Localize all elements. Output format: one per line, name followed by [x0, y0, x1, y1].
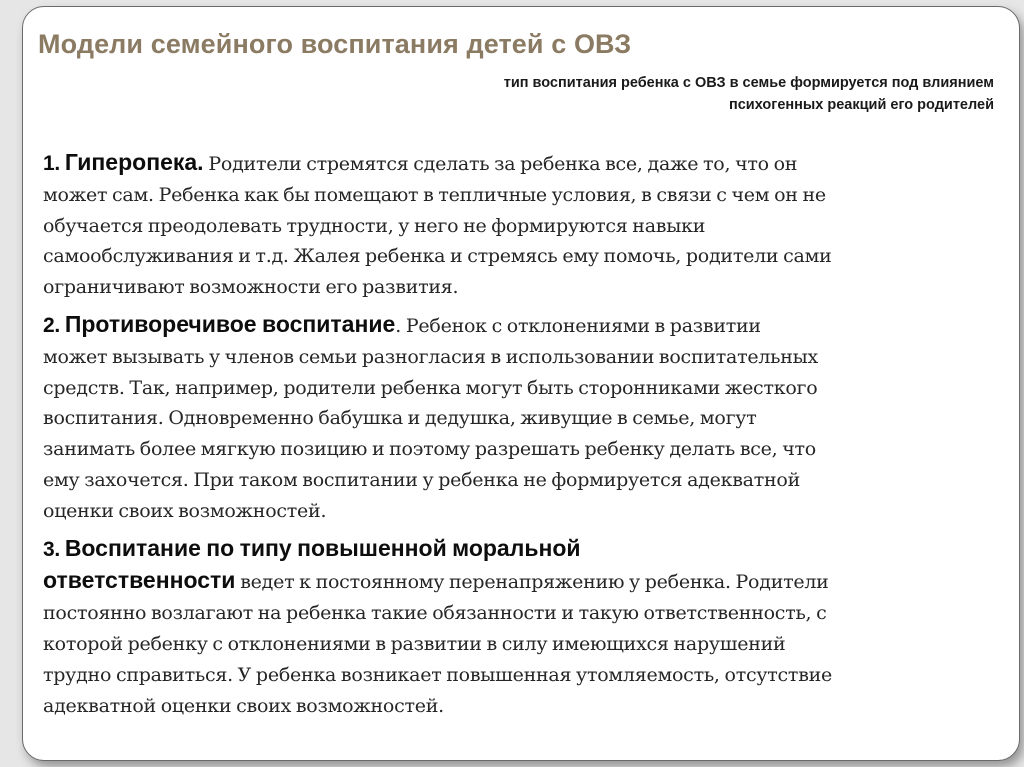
paragraph-line: ограничивают возможности его развития.: [43, 276, 459, 299]
paragraph-line: [43, 309, 998, 342]
item-number: 2.: [43, 313, 61, 337]
slide-title: Модели семейного воспитания детей с ОВЗ: [38, 29, 632, 59]
paragraph-line: оценки своих возможностей.: [43, 499, 327, 522]
paragraph-line: постоянно возлагают на ребенка такие обязанности и такую ответственность, с: [43, 602, 827, 625]
paragraph-line: адекватной оценки своих возможностей.: [43, 694, 444, 717]
paragraph-line: самообслуживания и т.д. Жалея ребенка и стремясь ему помочь, родители сами: [43, 245, 832, 268]
paragraph-text: . Ребенок с отклонениями в развитии: [395, 314, 761, 337]
paragraph-line: может вызывать у членов семьи разногласия в использовании воспитательных: [43, 345, 819, 368]
slide-body: [43, 147, 998, 727]
paragraph-line: средств. Так, например, родители ребенка могут быть сторонниками жесткого: [43, 376, 818, 399]
list-item-contradictory-upbringing: [43, 309, 998, 527]
paragraph-line: трудно справиться. У ребенка возникает повышенная утомляемость, отсутствие: [43, 663, 833, 686]
paragraph-line: может сам. Ребенка как бы помещают в тепличные условия, в связи с чем он не: [43, 183, 826, 206]
item-heading: ответственности: [43, 567, 236, 594]
paragraph-line: которой ребенку с отклонениями в развитии в силу имеющихся нарушений: [43, 632, 786, 655]
paragraph-line: воспитания. Одновременно бабушка и дедушка, живущие в семье, могут: [43, 407, 757, 430]
paragraph-line: обучается преодолевать трудности, у него не формируются навыки: [43, 214, 706, 237]
item-heading: Гиперопека.: [64, 149, 204, 175]
subtitle-line: тип воспитания ребенка с ОВЗ в семье формируется под влиянием: [503, 75, 994, 91]
list-item-moral-responsibility: [43, 533, 998, 722]
paragraph-line: [43, 533, 998, 566]
paragraph-line: [43, 565, 998, 598]
item-heading: Противоречивое воспитание: [64, 310, 396, 337]
paragraph-line: [43, 147, 998, 180]
paragraph-text: ведет к постоянному перенапряжению у ребенка. Родители: [235, 571, 829, 594]
item-heading: Воспитание по типу повышенной моральной: [64, 534, 581, 561]
paragraph-line: занимать более мягкую позицию и поэтому разрешать ребенку делать все, что: [43, 438, 816, 461]
item-number: 1.: [43, 152, 61, 175]
paragraph-line: ему захочется. При таком воспитании у ребенка не формируется адекватной: [43, 468, 801, 491]
paragraph-text: Родители стремятся сделать за ребенка все, даже то, что он: [203, 153, 798, 175]
list-item-hyperprotection: [43, 147, 998, 303]
subtitle-line: психогенных реакций его родителей: [728, 97, 994, 113]
item-number: 3.: [43, 537, 61, 561]
slide-subtitle: [504, 72, 994, 116]
